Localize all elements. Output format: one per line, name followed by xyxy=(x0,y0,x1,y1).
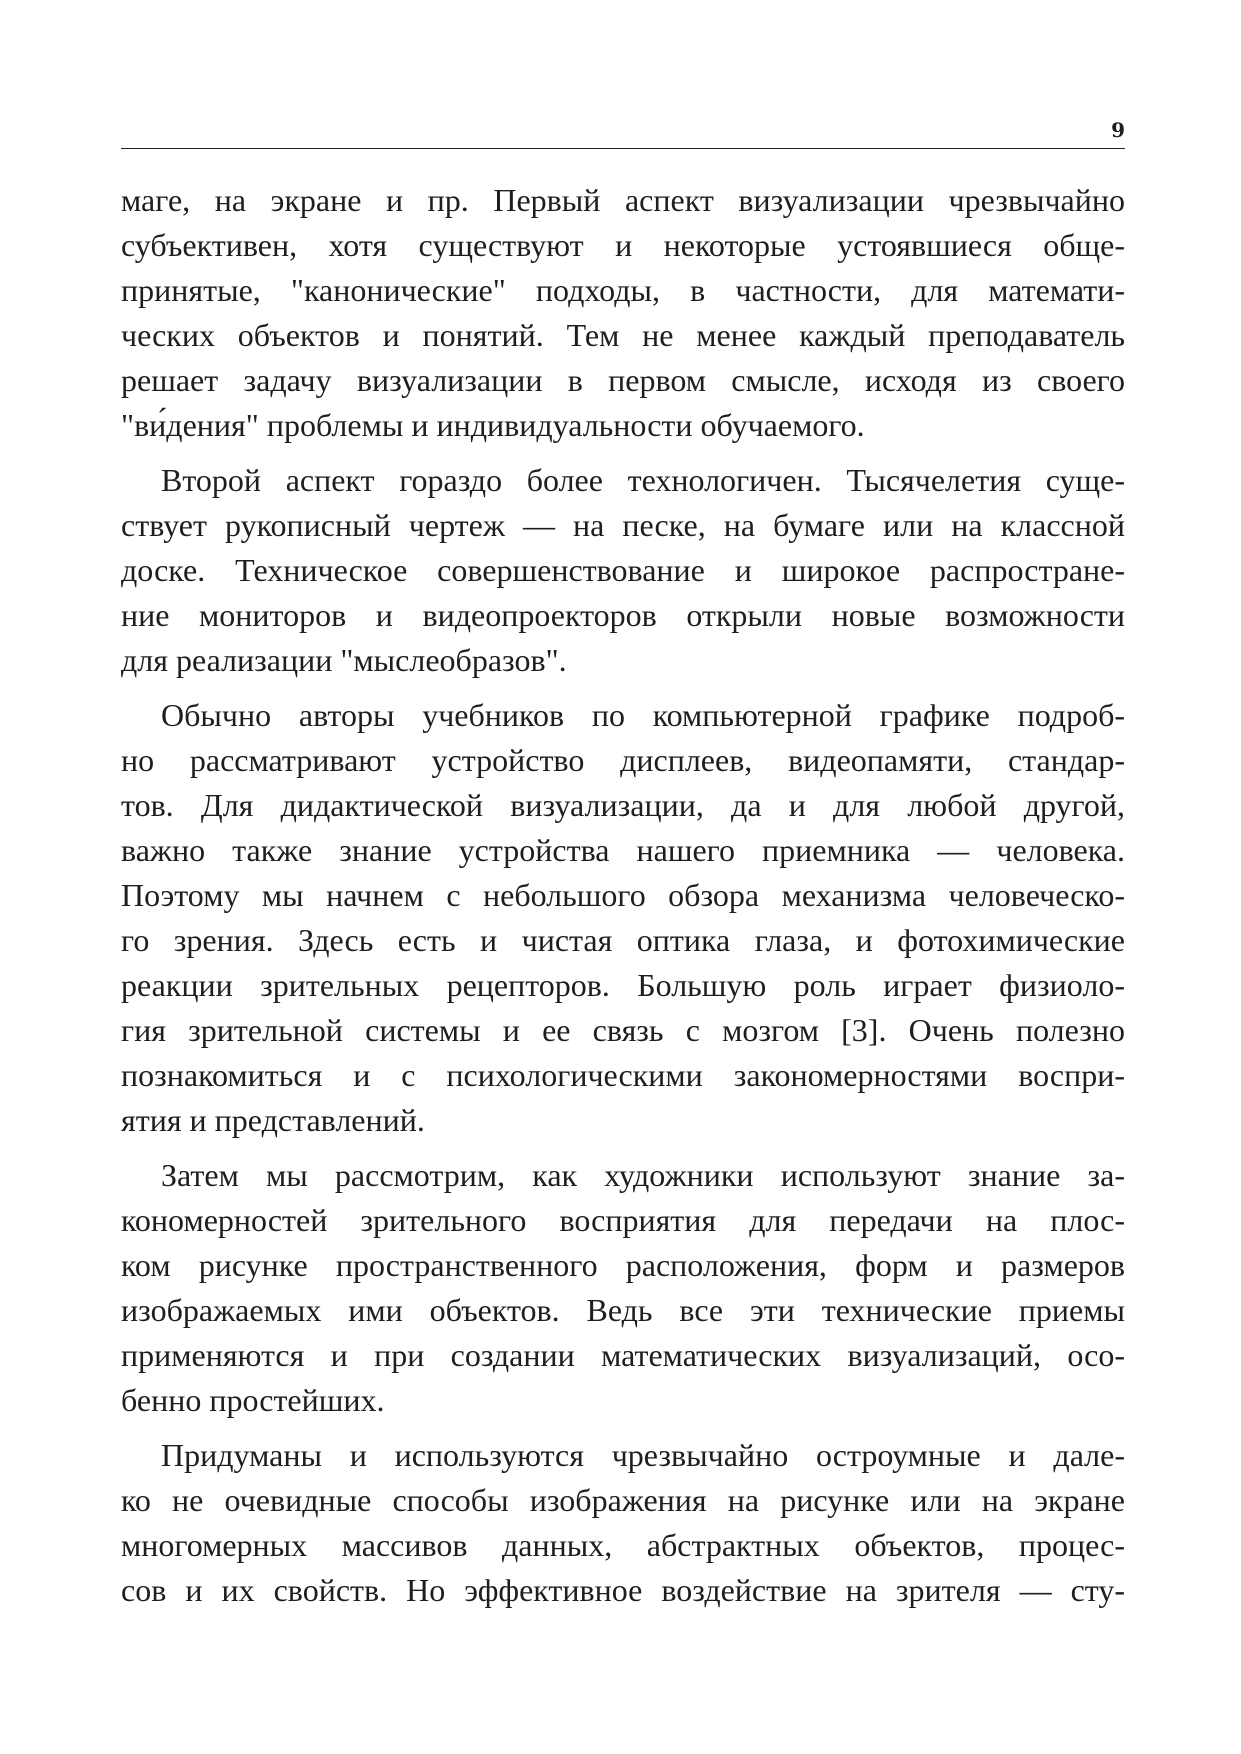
text-line: Обычно авторы учебников по компьютерной графике подроб- xyxy=(161,697,1125,733)
text-line: многомерных массивов данных, абстрактных объектов, процес- xyxy=(121,1527,1125,1563)
text-line: кономерностей зрительного восприятия для передачи на плос- xyxy=(121,1202,1125,1238)
text-line: гия зрительной системы и ее связь с мозгом [3]. Очень полезно xyxy=(121,1012,1125,1048)
text-line: применяются и при создании математических визуализаций, осо- xyxy=(121,1337,1125,1373)
text-line: маге, на экране и пр. Первый аспект визуализации чрезвычайно xyxy=(121,182,1125,218)
text-line: ко не очевидные способы изображения на рисунке или на экране xyxy=(121,1482,1125,1518)
text-line: но рассматривают устройство дисплеев, видеопамяти, стандар- xyxy=(121,742,1125,778)
text-line: Второй аспект гораздо более технологичен. Тысячелетия суще- xyxy=(161,462,1125,498)
text-line: важно также знание устройства нашего приемника — человека. xyxy=(121,832,1125,868)
paragraph-5 xyxy=(121,1433,1125,1613)
text-line: Затем мы рассмотрим, как художники используют знание за- xyxy=(161,1157,1125,1193)
text-body xyxy=(121,178,1125,1623)
text-line: ствует рукописный чертеж — на песке, на бумаге или на классной xyxy=(121,507,1125,543)
text-line: ческих объектов и понятий. Тем не менее каждый преподаватель xyxy=(121,317,1125,353)
page-header xyxy=(121,118,1125,149)
paragraph-4 xyxy=(121,1153,1125,1423)
text-line: Придуманы и используются чрезвычайно остроумные и дале- xyxy=(161,1437,1125,1473)
text-line: го зрения. Здесь есть и чистая оптика глаза, и фотохимические xyxy=(121,922,1125,958)
text-line: ние мониторов и видеопроекторов открыли новые возможности xyxy=(121,597,1125,633)
text-line: реакции зрительных рецепторов. Большую роль играет физиоло- xyxy=(121,967,1125,1003)
text-line: Поэтому мы начнем с небольшого обзора механизма человеческо- xyxy=(121,877,1125,913)
text-line: бенно простейших. xyxy=(121,1382,385,1418)
text-line: сов и их свойств. Но эффективное воздействие на зрителя — сту- xyxy=(121,1572,1125,1608)
text-line: ятия и представлений. xyxy=(121,1102,425,1138)
page-number: 9 xyxy=(1111,118,1125,142)
text-line: принятые, "канонические" подходы, в частности, для математи- xyxy=(121,272,1125,308)
paragraph-3 xyxy=(121,693,1125,1143)
text-line: доске. Техническое совершенствование и широкое распростране- xyxy=(121,552,1125,588)
paragraph-1 xyxy=(121,178,1125,448)
text-line: познакомиться и с психологическими закономерностями воспри- xyxy=(121,1057,1125,1093)
text-line: для реализации "мыслеобразов". xyxy=(121,642,567,678)
paragraph-2 xyxy=(121,458,1125,683)
text-line: тов. Для дидактической визуализации, да и для любой другой, xyxy=(121,787,1125,823)
text-line: "ви́дения" проблемы и индивидуальности обучаемого. xyxy=(121,407,865,443)
text-line: ком рисунке пространственного расположения, форм и размеров xyxy=(121,1247,1125,1283)
text-line: изображаемых ими объектов. Ведь все эти технические приемы xyxy=(121,1292,1125,1328)
text-line: субъективен, хотя существуют и некоторые устоявшиеся обще- xyxy=(121,227,1125,263)
text-line: решает задачу визуализации в первом смысле, исходя из своего xyxy=(121,362,1125,398)
